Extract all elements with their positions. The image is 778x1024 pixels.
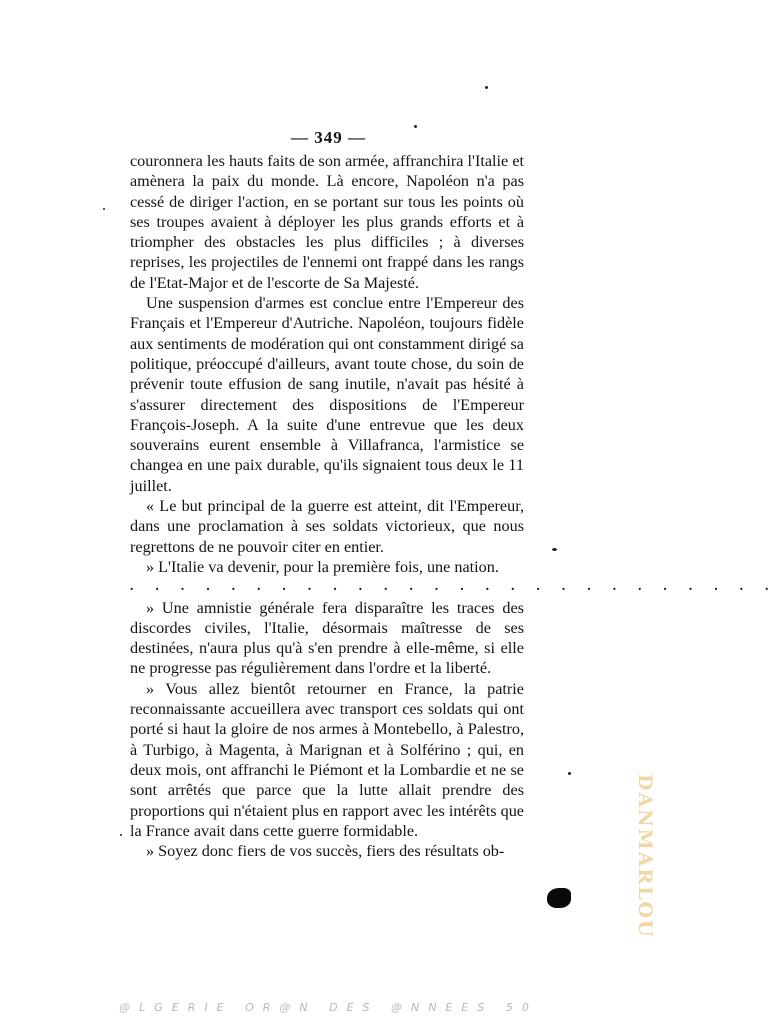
ink-speck bbox=[414, 125, 417, 128]
page-number: — 349 — bbox=[291, 128, 366, 147]
ink-speck bbox=[120, 834, 122, 836]
paragraph-6: » Vous allez bientôt retourner en France, la patrie reconnaissante accueillera avec transport ces soldats qui ont porté si haut la gloire de nos armes à Montebello, à Palestro, à Turbigo, à Magenta, à Marignan et à Solférino ; qui, en deux mois, ont affranchi le Piémont et la Lombardie et ne se sont arrêtés que parce que la lutte allait prendre des proportions qui n'étaient plus en rapport avec les intérêts que la France avait dans cette guerre formidable. bbox=[130, 679, 524, 840]
ink-speck bbox=[568, 772, 571, 775]
watermark: DANMARLOU bbox=[634, 774, 656, 939]
ink-speck bbox=[485, 86, 488, 89]
paragraph-5: » Une amnistie générale fera disparaître les traces des discordes civiles, l'Italie, désormais maîtresse de ses destinées, n'aura plus qu'à s'en prendre à elle-même, si elle ne progresse pas régulièrement dans l'ordre et la liberté. bbox=[130, 598, 524, 678]
ellipsis-row: . . . . . . . . . . . . . . . . . . . . . . . . . . bbox=[130, 579, 778, 595]
paragraph-2: Une suspension d'armes est conclue entre l'Empereur des Français et l'Empereur d'Autriche. Napoléon, toujours fidèle aux sentiments de modération qui ont constamment dirigé sa politique, préoccupé d'ailleurs, avant toute chose, du soin de prévenir toute effusion de sang inutile, n'avait pas hésité à s'assurer directement des dispositions de l'Empereur François-Joseph. A la suite d'une entrevue que les deux souverains eurent ensemble à Villafranca, l'armistice se changea en une paix durable, qu'ils signaient tous deux le 11 juillet. bbox=[130, 294, 524, 495]
paragraph-3: « Le but principal de la guerre est atteint, dit l'Empereur, dans une proclamation à ses soldats victorieux, que nous regrettons de ne pouvoir citer en entier. bbox=[130, 497, 524, 556]
paragraph-4: » L'Italie va devenir, pour la première fois, une nation. bbox=[146, 557, 499, 576]
ink-blot bbox=[547, 888, 571, 908]
ink-speck bbox=[552, 548, 557, 551]
footer-signature: @LGERIE OR@N DES @NNEES 50 bbox=[119, 1001, 538, 1014]
ink-speck bbox=[103, 208, 105, 210]
paragraph-7: » Soyez donc fiers de vos succès, fiers des résultats ob- bbox=[146, 842, 505, 861]
paragraph-1: couronnera les hauts faits de son armée, affranchira l'Italie et amènera la paix du monde. Là encore, Napoléon n'a pas cessé de diriger l'action, en se portant sur tous les points où ses troupes avaient à déployer les plus grands efforts et à triompher des obstacles les plus difficiles ; à diverses reprises, les projectiles de l'ennemi ont frappé dans les rangs de l'Etat-Major et de l'escorte de Sa Majesté. bbox=[130, 152, 524, 292]
